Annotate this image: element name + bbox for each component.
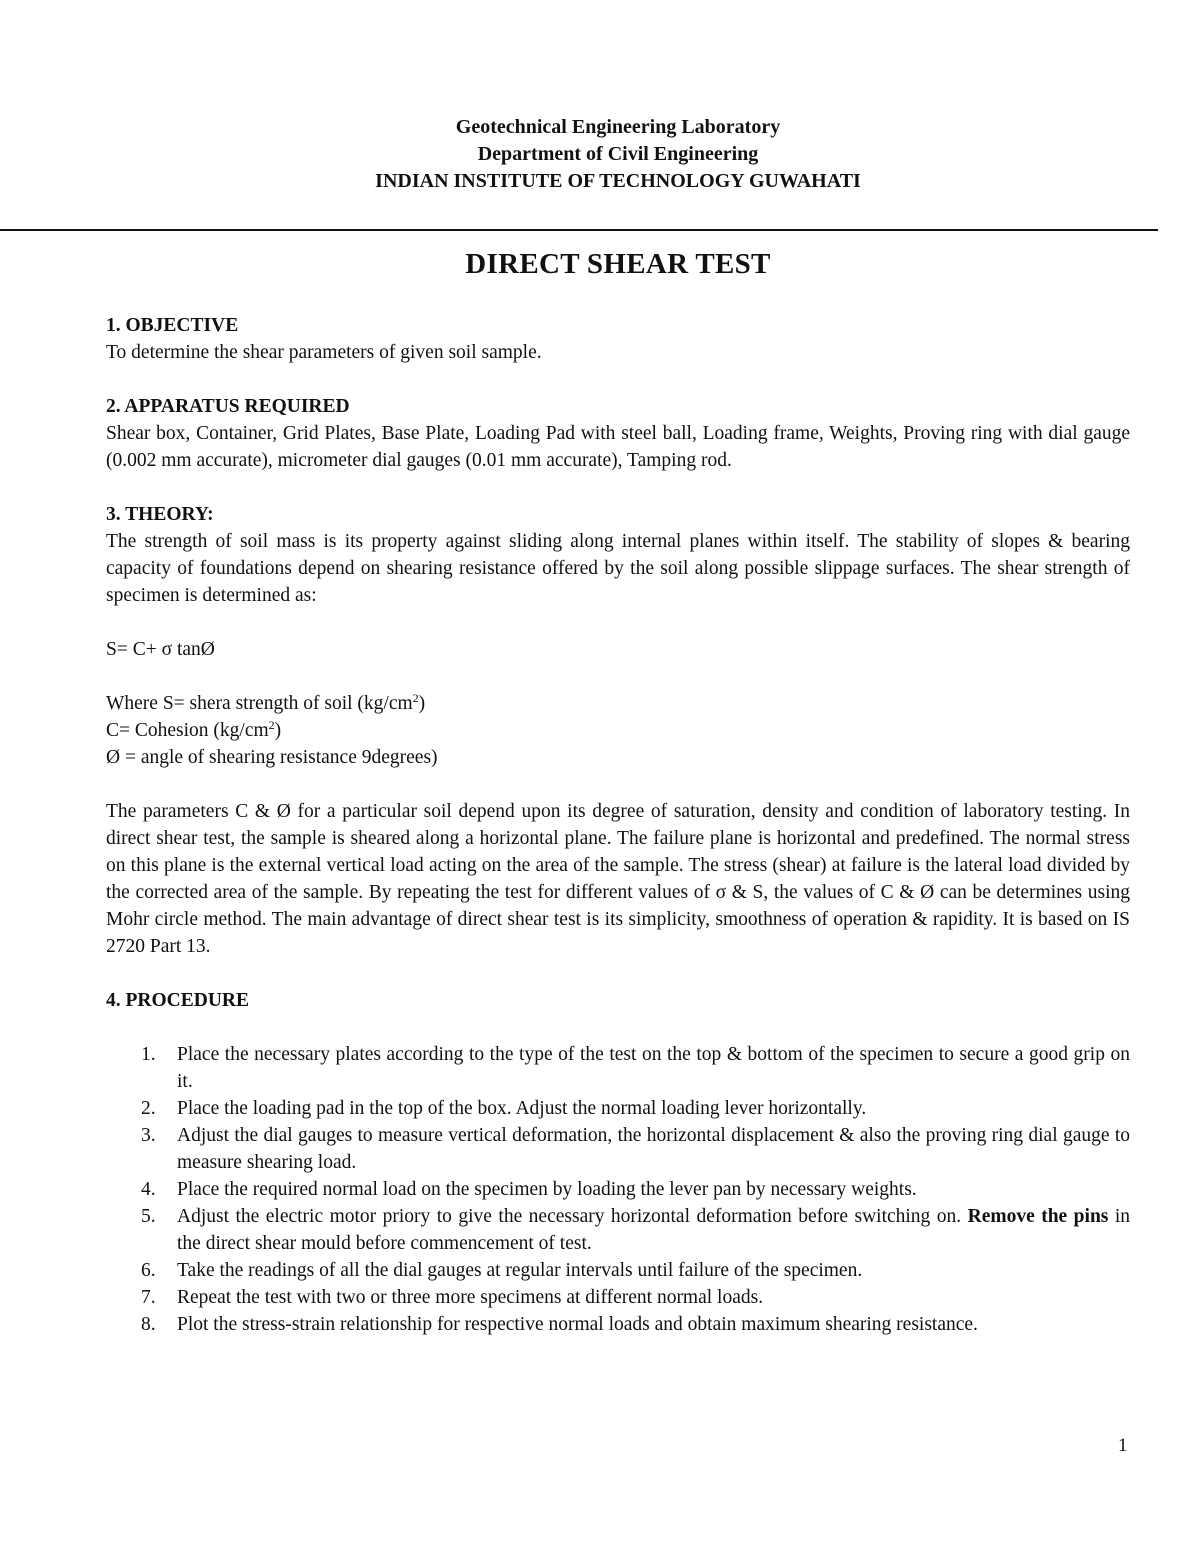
where-c-definition: C= Cohesion $(kg/cm^2)$ (106, 718, 282, 741)
where-s-definition: Where S= shera strength of soil $(kg/cm^2)$ (106, 691, 426, 714)
theory-paragraph-1: The strength of soil mass is its property against sliding along internal planes within itself. The stability of slopes & bearing capacity of foundations depend on shearing resistance offered by the soil along possible slippage surfaces. The shear strength of specimen is determined as: (106, 531, 1130, 606)
apparatus-section (106, 393, 1130, 474)
procedure-step: 1. Place the necessary plates according to the type of the test on the top & bottom of the specimen to secure a good grip on it. (141, 1044, 1130, 1092)
procedure-step: 2. Place the loading pad in the top of the box. Adjust the normal loading lever horizontally. (141, 1098, 867, 1119)
document-title: DIRECT SHEAR TEST (465, 248, 771, 280)
apparatus-heading: 2. APPARATUS REQUIRED (106, 396, 350, 417)
lab-name: Geotechnical Engineering Laboratory (455, 116, 781, 138)
shear-strength-formula: S= C+ σ tanØ (106, 639, 215, 660)
theory-heading: 3. THEORY: (106, 504, 214, 525)
institute-name: INDIAN INSTITUTE OF TECHNOLOGY GUWAHATI (375, 170, 861, 192)
procedure-steps (106, 1041, 1130, 1338)
procedure-step: 4. Place the required normal load on the specimen by loading the lever pan by necessary weights. (141, 1179, 917, 1200)
procedure-step: 7. Repeat the test with two or three more specimens at different normal loads. (141, 1287, 764, 1308)
theory-section (106, 501, 1130, 960)
where-phi-definition: Ø = angle of shearing resistance 9degrees) (106, 747, 438, 768)
objective-section (106, 312, 1130, 366)
procedure-step: 5. Adjust the electric motor priory to give the necessary horizontal deformation before switching on. Remove the pins in the direct shear mould before commencement of test. (141, 1206, 1131, 1254)
objective-text: To determine the shear parameters of given soil sample. (106, 342, 542, 363)
remove-pins-emphasis: Remove the pins (967, 1206, 1109, 1227)
institution-header (0, 114, 1200, 195)
objective-heading: 1. OBJECTIVE (106, 315, 239, 336)
procedure-step: 6. Take the readings of all the dial gauges at regular intervals until failure of the specimen. (141, 1260, 863, 1281)
document-body (106, 312, 1130, 1338)
procedure-section (106, 987, 1130, 1338)
header-divider (0, 229, 1158, 231)
procedure-step: 3. Adjust the dial gauges to measure vertical deformation, the horizontal displacement & also the proving ring dial gauge to measure shearing load. (141, 1125, 1130, 1173)
page-number: 1 (1118, 1435, 1128, 1456)
apparatus-text: Shear box, Container, Grid Plates, Base Plate, Loading Pad with steel ball, Loading frame, Weights, Proving ring with dial gauge (0.002 mm accurate), micrometer dial gauges (0.01 mm accurate), Tamping rod. (106, 423, 1130, 471)
procedure-heading: 4. PROCEDURE (106, 990, 250, 1011)
procedure-step: 8. Plot the stress-strain relationship for respective normal loads and obtain maximum shearing resistance. (141, 1314, 978, 1335)
theory-paragraph-2: The parameters C & Ø for a particular soil depend upon its degree of saturation, density and condition of laboratory testing. In direct shear test, the sample is sheared along a horizontal plane. The failure plane is horizontal and predefined. The normal stress on this plane is the external vertical load acting on the area of the sample. The stress (shear) at failure is the lateral load divided by the corrected area of the sample. By repeating the test for different values of σ & S, the values of C & Ø can be determines using Mohr circle method. The main advantage of direct shear test is its simplicity, smoothness of operation & rapidity. It is based on IS 2720 Part 13. (106, 801, 1130, 957)
department-name: Department of Civil Engineering (477, 143, 759, 165)
